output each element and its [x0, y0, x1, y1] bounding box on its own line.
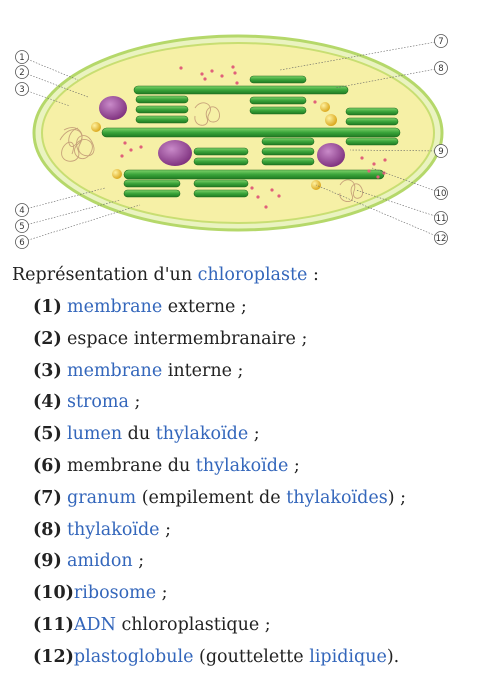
legend-text: ). [386, 646, 400, 667]
legend-link[interactable]: lumen [67, 424, 123, 445]
ribosome-dot [120, 154, 123, 157]
starch-granule [99, 96, 127, 120]
callout-number: 2 [19, 68, 25, 78]
thylakoid [194, 158, 248, 165]
callout-number: 10 [435, 189, 447, 199]
ribosome-dot [383, 158, 386, 161]
legend-number: (10) [33, 583, 74, 604]
legend-item [33, 324, 406, 356]
callout-number: 9 [438, 147, 444, 157]
ribosome-dot [360, 156, 363, 159]
thylakoid [250, 107, 306, 114]
callout-number: 1 [19, 53, 25, 63]
legend-text: ; [248, 424, 260, 445]
legend-link[interactable]: stroma [67, 392, 129, 413]
legend-item [33, 483, 406, 515]
ribosome-dot [264, 205, 267, 208]
ribosome-dot [382, 171, 385, 174]
ribosome-dot [220, 74, 223, 77]
legend-link[interactable]: ADN [73, 614, 116, 635]
legend-text: ; [132, 551, 145, 572]
legend-item [33, 610, 406, 642]
thylakoid [124, 180, 180, 187]
legend-text: ; [288, 455, 300, 476]
ribosome-dot [372, 162, 375, 165]
thylakoid [346, 108, 398, 115]
legend-item [33, 546, 406, 578]
ribosome-dot [367, 169, 370, 172]
ribosome-dot [179, 66, 182, 69]
legend-text: du [122, 424, 156, 445]
thylakoid [124, 170, 384, 179]
legend-text: chloroplastique ; [115, 614, 271, 635]
thylakoid [136, 116, 188, 123]
legend-text: interne ; [162, 360, 244, 381]
diagram-caption [12, 263, 319, 287]
legend-text: (empilement de [136, 487, 287, 508]
thylakoid [262, 138, 314, 145]
legend-number: (11) [33, 614, 74, 635]
thylakoid [262, 158, 314, 165]
legend-link[interactable]: lipidique [309, 646, 387, 667]
thylakoid [346, 138, 398, 145]
legend-text: ) ; [387, 487, 406, 508]
callout-number: 5 [19, 222, 25, 232]
ribosome-dot [203, 77, 206, 80]
callout-number: 6 [19, 238, 25, 248]
caption-suffix: : [307, 265, 319, 285]
ribosome-dot [139, 145, 142, 148]
legend-link[interactable]: ribosome [73, 583, 157, 604]
legend-item [33, 578, 406, 610]
chloroplast-link[interactable]: chloroplaste [197, 265, 308, 285]
legend-link[interactable]: plastoglobule [73, 646, 194, 667]
caption-prefix: Représentation d'un [12, 265, 198, 285]
legend-item [33, 419, 406, 451]
legend-item [33, 292, 406, 324]
ribosome-dot [256, 195, 259, 198]
legend-number: (5) [33, 424, 62, 445]
legend-number: (3) [33, 360, 62, 381]
callout-number: 3 [19, 85, 25, 95]
starch-granule [158, 140, 192, 166]
legend-text: externe ; [162, 297, 247, 317]
legend-number: (8) [33, 519, 62, 540]
ribosome-dot [200, 72, 203, 75]
legend-item [33, 642, 406, 674]
legend-list [33, 292, 406, 674]
legend-link[interactable]: thylakoïdes [286, 487, 388, 508]
thylakoid [102, 128, 400, 137]
callout-line [22, 57, 78, 80]
ribosome-dot [270, 188, 273, 191]
ribosome-dot [123, 141, 126, 144]
thylakoid [194, 180, 248, 187]
thylakoid [134, 86, 348, 94]
ribosome-dot [376, 175, 379, 178]
legend-text: ; [159, 519, 171, 540]
callout-number: 11 [435, 214, 447, 224]
legend-text: (gouttelette [193, 646, 310, 667]
legend-link[interactable]: thylakoïde [155, 424, 249, 445]
legend-link[interactable]: thylakoïde [195, 455, 289, 476]
ribosome-dot [231, 65, 234, 68]
legend-link[interactable]: amidon [67, 551, 133, 572]
legend-link[interactable]: granum [67, 487, 137, 508]
legend-number: (6) [33, 455, 62, 476]
starch-granule [317, 143, 345, 167]
thylakoid [136, 96, 188, 103]
legend-item [33, 515, 406, 547]
callout-number: 8 [438, 64, 444, 74]
thylakoid [262, 148, 314, 155]
legend-number: (2) [33, 328, 62, 349]
ribosome-dot [277, 194, 280, 197]
thylakoid [250, 97, 306, 104]
ribosome-dot [313, 100, 316, 103]
ribosome-dot [129, 148, 132, 151]
ribosome-dot [250, 186, 253, 189]
legend-link[interactable]: thylakoïde [67, 519, 160, 540]
legend-number: (7) [33, 487, 62, 508]
legend-text: ; [128, 392, 141, 413]
legend-text: membrane du [67, 455, 196, 476]
thylakoid [346, 118, 398, 125]
legend-number: (4) [33, 392, 62, 413]
thylakoid [124, 190, 180, 197]
callout-number: 4 [19, 206, 25, 216]
legend-item [33, 387, 406, 419]
ribosome-dot [233, 71, 236, 74]
legend-number: (9) [33, 551, 62, 572]
legend-number: (12) [33, 646, 74, 667]
ribosome-dot [210, 69, 213, 72]
legend-item [33, 451, 406, 483]
thylakoid [136, 106, 188, 113]
callout-number: 7 [438, 37, 444, 47]
legend-link[interactable]: membrane [67, 360, 163, 381]
legend-item [33, 356, 406, 388]
thylakoid [194, 190, 248, 197]
thylakoid [194, 148, 248, 155]
legend-link[interactable]: membrane [67, 297, 163, 317]
chloroplast-diagram [0, 0, 481, 255]
thylakoid [250, 76, 306, 83]
legend-text: espace intermembranaire ; [67, 328, 308, 349]
legend-text: ; [156, 583, 168, 604]
callout-number: 12 [435, 234, 447, 244]
legend-number: (1) [33, 297, 62, 317]
ribosome-dot [235, 81, 238, 84]
